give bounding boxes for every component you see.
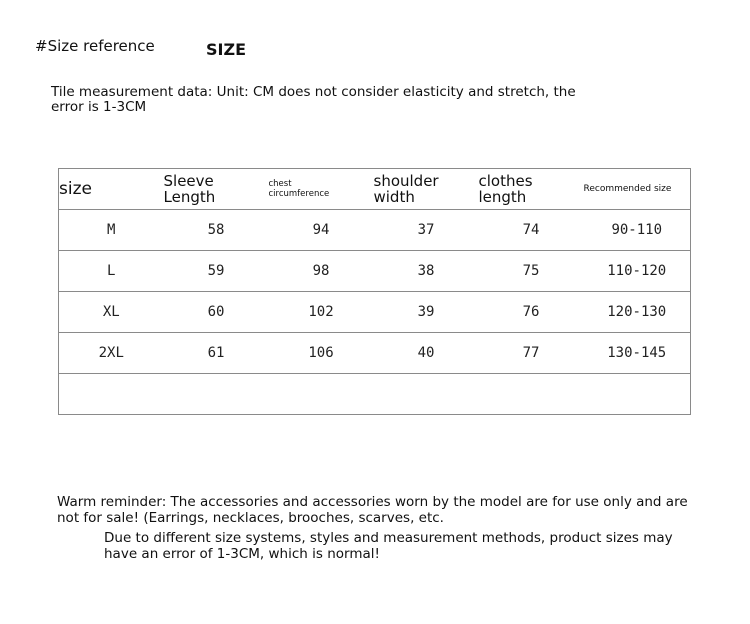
table-row	[59, 333, 691, 374]
size-disclaimer: Due to different size systems, styles and measurement methods, product sizes may have an error of 1-3CM, which is normal!	[104, 530, 673, 562]
header-shoulder-width: shoulder width	[374, 169, 479, 210]
cell-clothes: 74	[479, 210, 584, 251]
cell-size: L	[59, 251, 164, 292]
cell-shoulder: 39	[374, 292, 479, 333]
table-row	[59, 292, 691, 333]
cell-clothes: 76	[479, 292, 584, 333]
cell-shoulder: 40	[374, 333, 479, 374]
cell-recommended: 110-120	[584, 251, 691, 292]
table-row	[59, 210, 691, 251]
cell-sleeve: 58	[164, 210, 269, 251]
cell-chest: 94	[269, 210, 374, 251]
table-row	[59, 251, 691, 292]
cell-size: M	[59, 210, 164, 251]
size-chart-table	[58, 168, 691, 415]
header-clothes-length: clothes length	[479, 169, 584, 210]
empty-cell	[59, 374, 691, 415]
cell-chest: 98	[269, 251, 374, 292]
cell-recommended: 120-130	[584, 292, 691, 333]
table-empty-row	[59, 374, 691, 415]
cell-recommended: 90-110	[584, 210, 691, 251]
cell-size: XL	[59, 292, 164, 333]
cell-sleeve: 61	[164, 333, 269, 374]
cell-sleeve: 60	[164, 292, 269, 333]
warm-reminder: Warm reminder: The accessories and accessories worn by the model are for use only and are not for sale! (Earrings, necklaces, brooches, scarves, etc.	[57, 494, 688, 526]
header-recommended-size: Recommended size	[584, 169, 691, 210]
cell-clothes: 77	[479, 333, 584, 374]
cell-clothes: 75	[479, 251, 584, 292]
cell-shoulder: 37	[374, 210, 479, 251]
header-sleeve-length: Sleeve Length	[164, 169, 269, 210]
header-chest-circumference: chest circumference	[269, 169, 374, 210]
cell-sleeve: 59	[164, 251, 269, 292]
cell-chest: 106	[269, 333, 374, 374]
header-size: size	[59, 169, 164, 210]
measurement-note: Tile measurement data: Unit: CM does not consider elasticity and stretch, the error is 1-3CM	[51, 84, 576, 115]
cell-size: 2XL	[59, 333, 164, 374]
cell-shoulder: 38	[374, 251, 479, 292]
cell-chest: 102	[269, 292, 374, 333]
size-reference-heading: #Size reference	[35, 37, 155, 55]
table-header-row	[59, 169, 691, 210]
size-title: SIZE	[206, 40, 247, 59]
cell-recommended: 130-145	[584, 333, 691, 374]
